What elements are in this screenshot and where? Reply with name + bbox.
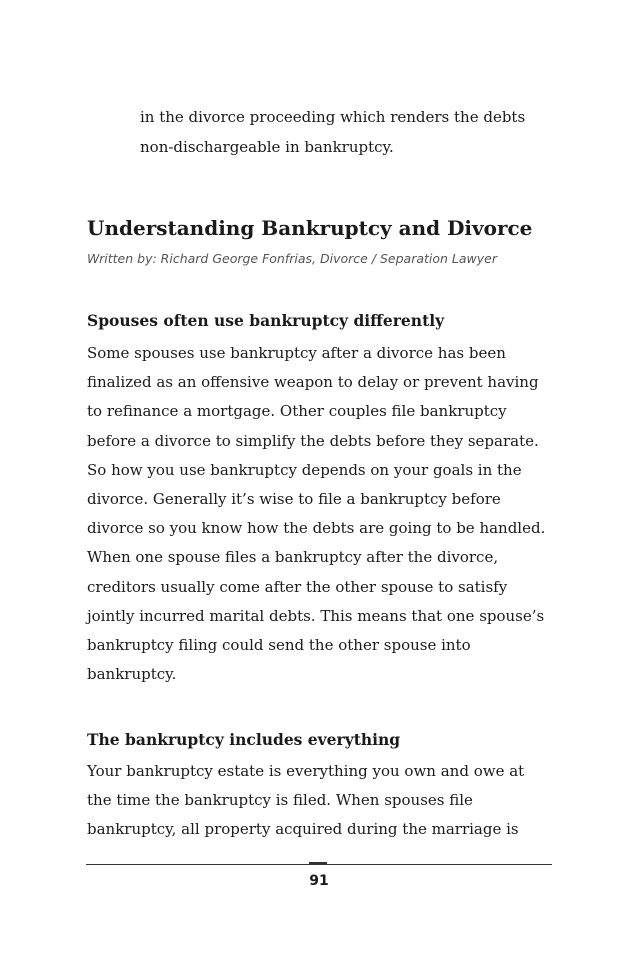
- paragraph-line: creditors usually come after the other spouse to satisfy: [87, 577, 508, 596]
- paragraph-line: bankruptcy, all property acquired during the marriage is: [87, 820, 519, 839]
- paragraph-line: bankruptcy filing could send the other spouse into: [87, 636, 471, 655]
- article-byline: Written by: Richard George Fonfrias, Divorce / Separation Lawyer: [87, 251, 497, 266]
- paragraph-line: bankruptcy.: [87, 665, 177, 684]
- article-title: Understanding Bankruptcy and Divorce: [87, 216, 533, 240]
- continuation-line-2: non-dischargeable in bankruptcy.: [140, 138, 394, 156]
- paragraph-line: to refinance a mortgage. Other couples file bankruptcy: [87, 402, 507, 421]
- paragraph-line: divorce so you know how the debts are going to be handled.: [87, 519, 546, 538]
- paragraph-line: the time the bankruptcy is filed. When spouses file: [87, 791, 473, 810]
- paragraph-line: Your bankruptcy estate is everything you own and owe at: [87, 762, 525, 780]
- paragraph-line: jointly incurred marital debts. This means that one spouse’s: [87, 606, 545, 625]
- paragraph-line: finalized as an offensive weapon to delay or prevent having: [87, 373, 539, 392]
- paragraph-line: So how you use bankruptcy depends on your goals in the: [87, 460, 522, 479]
- page-number: 91: [309, 873, 329, 889]
- section-paragraph: [87, 757, 557, 845]
- section-heading: The bankruptcy includes everything: [87, 730, 401, 749]
- paragraph-line: When one spouse files a bankruptcy after the divorce,: [87, 548, 499, 567]
- paragraph-line: before a divorce to simplify the debts before they separate.: [87, 431, 539, 450]
- paragraph-line: divorce. Generally it’s wise to file a bankruptcy before: [87, 490, 501, 509]
- footer-rule-marker: [309, 862, 327, 864]
- section-paragraph: [87, 339, 557, 689]
- continuation-line-1: in the divorce proceeding which renders the debts: [140, 108, 526, 126]
- section-heading: Spouses often use bankruptcy differently: [87, 311, 445, 330]
- paragraph-line: Some spouses use bankruptcy after a divorce has been: [87, 344, 506, 362]
- footer-rule: [86, 864, 552, 865]
